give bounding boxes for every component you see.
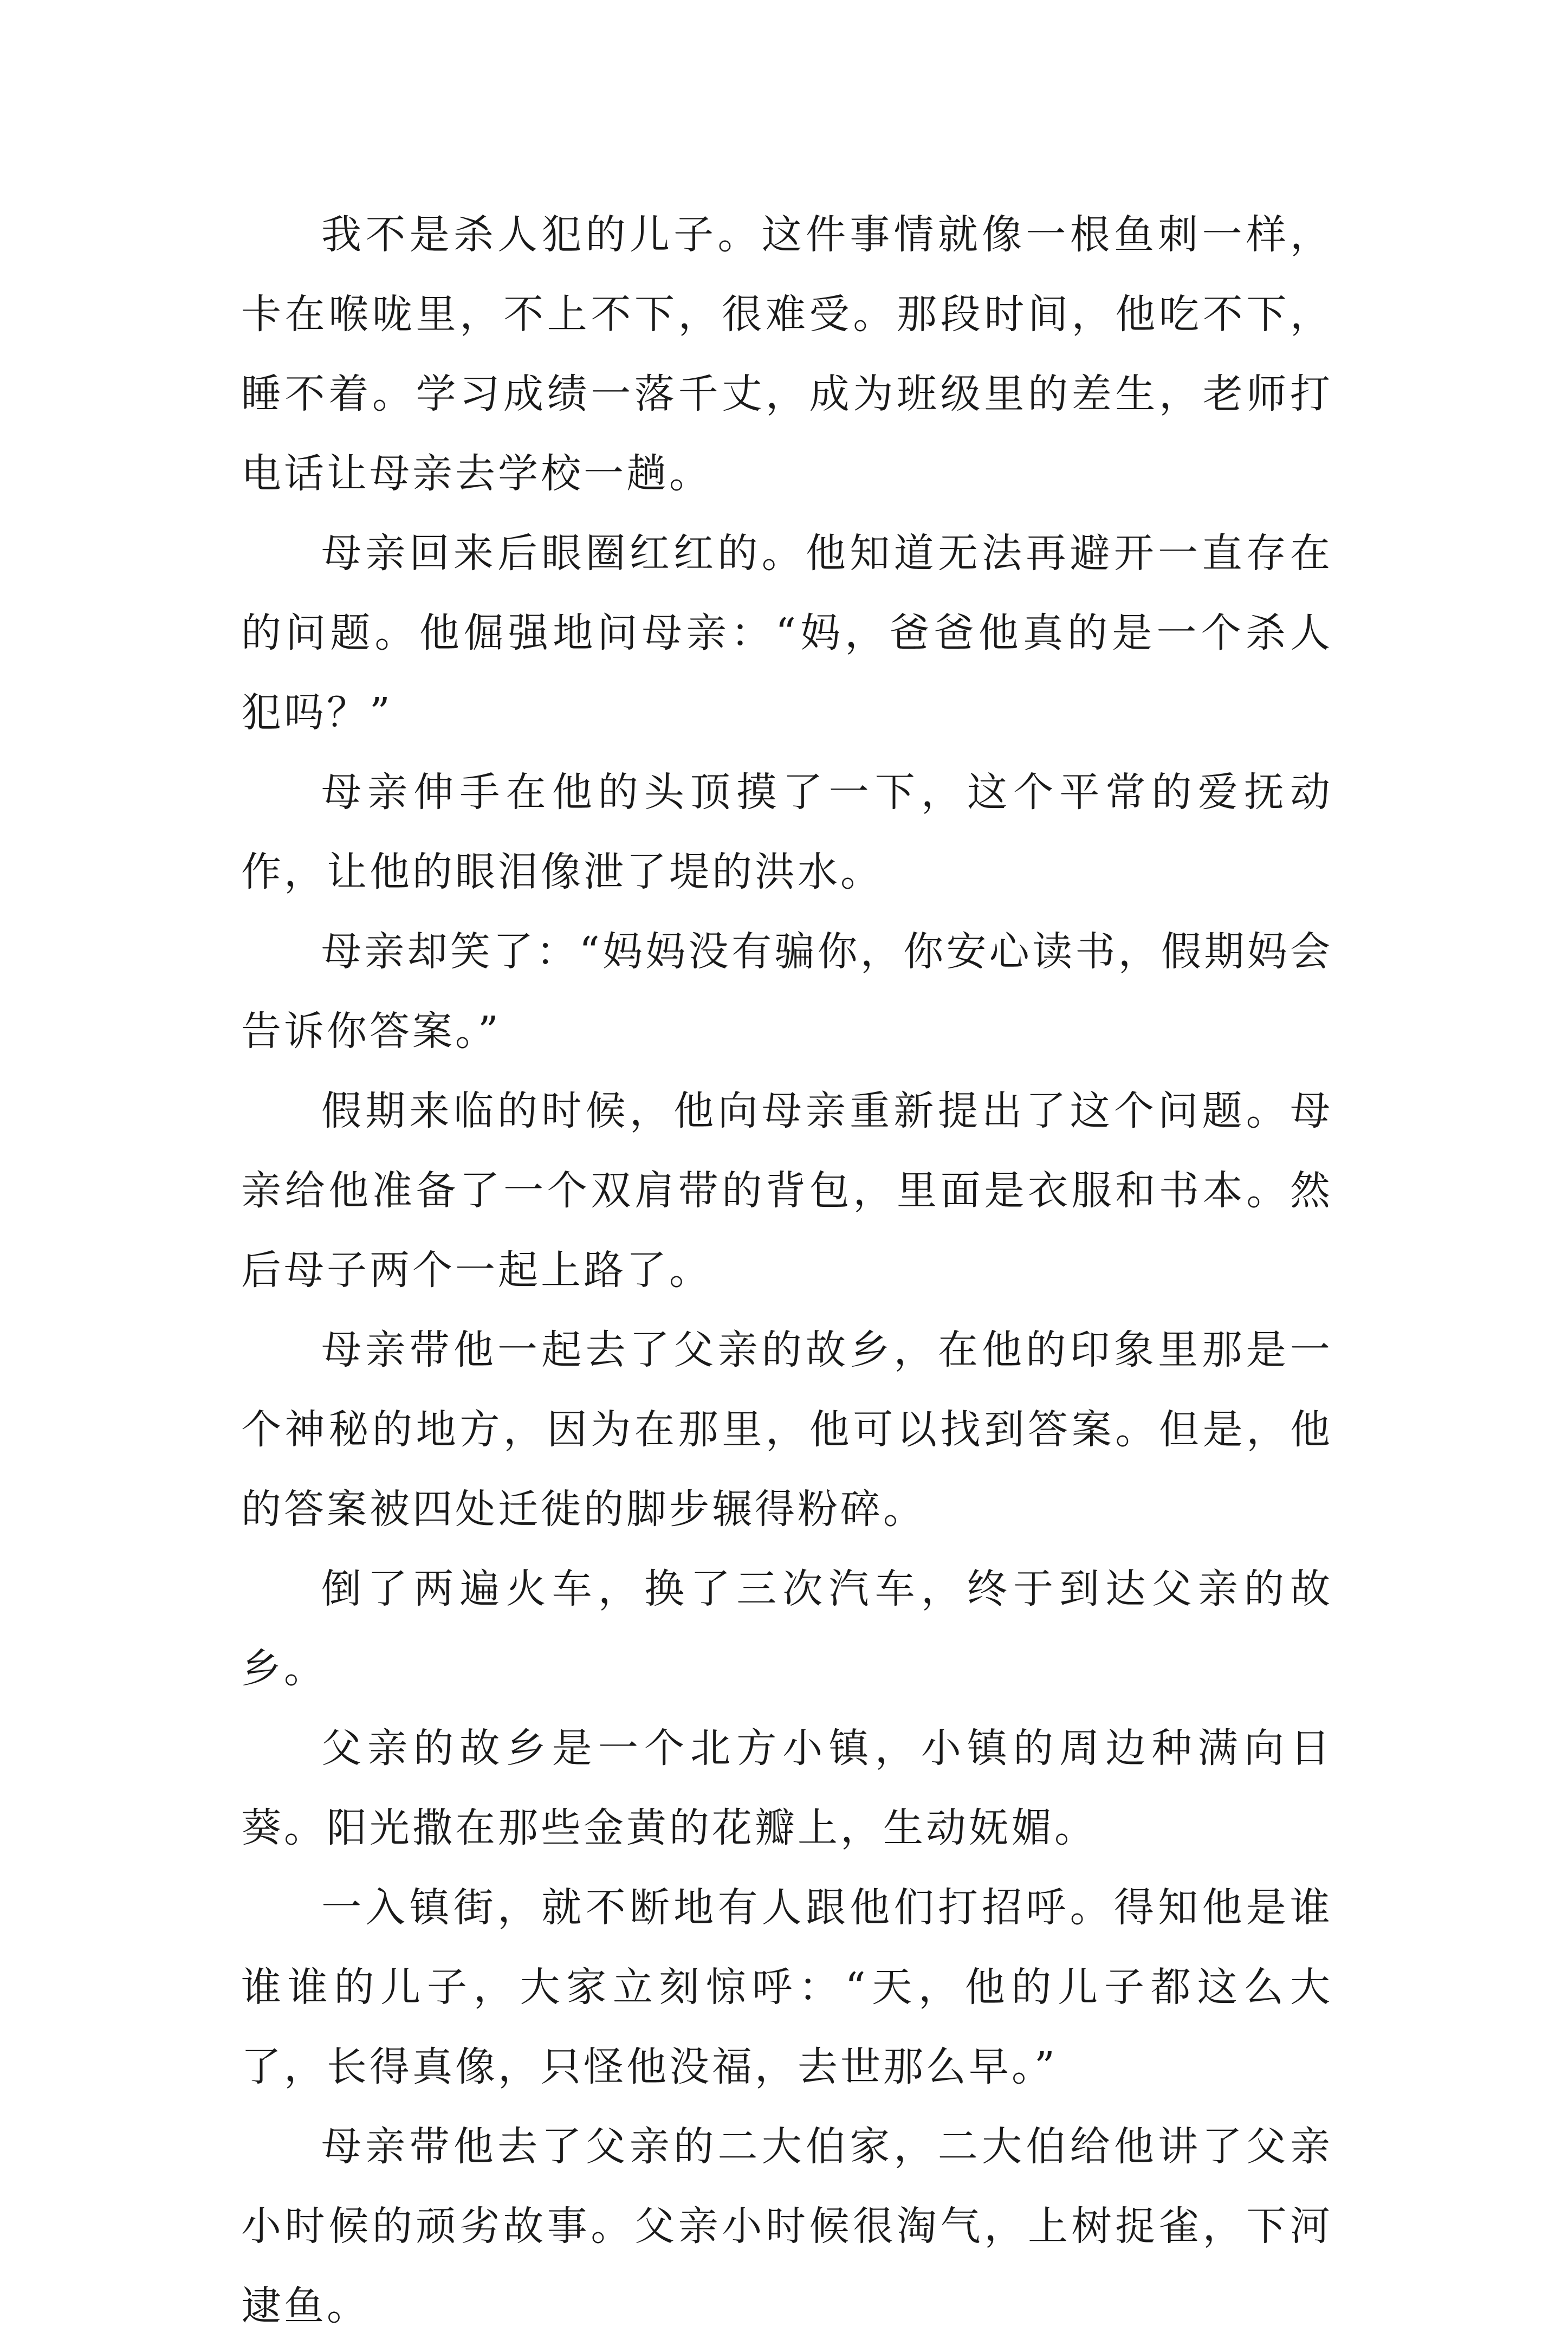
paragraph: 母亲带他去了父亲的二大伯家，二大伯给他讲了父亲小时候的顽劣故事。父亲小时候很淘气，上树捉雀，下河逮鱼。 <box>241 2123 1333 2329</box>
paragraph: 母亲伸手在他的头顶摸了一下，这个平常的爱抚动作，让他的眼泪像泄了堤的洪水。 <box>241 769 1333 895</box>
paragraph: 一入镇街，就不断地有人跟他们打招呼。得知他是谁谁谁的儿子，大家立刻惊呼：“天，他的儿子都这么大了，长得真像，只怪他没福，去世那么早。” <box>241 1884 1333 2090</box>
paragraph: 父亲的故乡是一个北方小镇，小镇的周边种满向日葵。阳光撒在那些金黄的花瓣上，生动妩媚。 <box>241 1725 1333 1851</box>
paragraph: 母亲带他一起去了父亲的故乡，在他的印象里那是一个神秘的地方，因为在那里，他可以找到答案。但是，他的答案被四处迁徙的脚步辗得粉碎。 <box>241 1327 1333 1533</box>
body-text <box>241 195 1333 2346</box>
paragraph: 假期来临的时候，他向母亲重新提出了这个问题。母亲给他准备了一个双肩带的背包，里面是衣服和书本。然后母子两个一起上路了。 <box>241 1088 1333 1294</box>
paragraph: 倒了两遍火车，换了三次汽车，终于到达父亲的故乡。 <box>241 1566 1333 1692</box>
paragraph: 母亲却笑了：“妈妈没有骗你，你安心读书，假期妈会告诉你答案。” <box>241 928 1333 1055</box>
paragraph: 我不是杀人犯的儿子。这件事情就像一根鱼刺一样，卡在喉咙里，不上不下，很难受。那段时间，他吃不下，睡不着。学习成绩一落千丈，成为班级里的差生，老师打电话让母亲去学校一趟。 <box>241 211 1333 497</box>
paragraph: 母亲回来后眼圈红红的。他知道无法再避开一直存在的问题。他倔强地问母亲：“妈，爸爸他真的是一个杀人犯吗？” <box>241 530 1333 736</box>
